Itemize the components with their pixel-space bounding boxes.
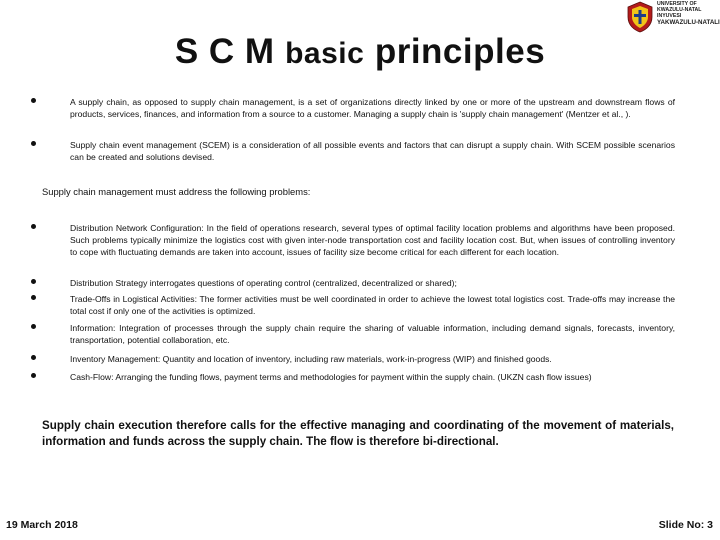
- summary-paragraph: Supply chain execution therefore calls for the effective managing and coordinating of the movement of materials, information and funds across the supply chain. The flow is therefore bi-directional.: [42, 419, 674, 448]
- bullet-icon: [31, 373, 36, 378]
- title-part-2: basic: [285, 37, 365, 70]
- logo-line-2: KWAZULU-NATAL: [657, 7, 702, 14]
- logo-line-3: INYUVESI: [657, 13, 682, 20]
- bullet-text: Cash-Flow: Arranging the funding flows, payment terms and methodologies for payment within the supply chain. (UKZN cash flow issues): [70, 372, 592, 382]
- bullet-text: Distribution Strategy interrogates questions of operating control (centralized, decentralized or shared);: [70, 278, 457, 288]
- slide-title: [0, 30, 720, 72]
- bullet-icon: [31, 355, 36, 360]
- bullet-text: Information: Integration of processes through the supply chain require the sharing of valuable information, including demand signals, forecasts, inventory, transportation, potential collaboration, etc.: [70, 323, 675, 345]
- crest-icon: [626, 1, 654, 33]
- section-intro: Supply chain management must address the following problems:: [42, 186, 311, 197]
- footer-date: 19 March 2018: [6, 519, 78, 531]
- university-logo: [622, 0, 720, 34]
- bullet-text: Distribution Network Configuration: In the field of operations research, several types of optimal facility location problems and algorithms have been proposed. Such problems typically minimize the logistics cost with given inter-node transportation cost and facility location cost. But, when issues of controlling inventory to cope with fluctuating demands are taken into account, issues of facility size become critical for each different for each location.: [70, 223, 675, 257]
- bullet-text: Trade-Offs in Logistical Activities: The former activities must be well coordinated in order to achieve the lowest total logistics cost. Trade-offs may increase the total cost if only one of the activities is optimized.: [70, 294, 675, 316]
- bullet-icon: [31, 279, 36, 284]
- logo-line-4: YAKWAZULU-NATALI: [657, 18, 720, 26]
- bullet-icon: [31, 295, 36, 300]
- bullet-icon: [31, 141, 36, 146]
- bullet-text: Inventory Management: Quantity and location of inventory, including raw materials, work-in-progress (WIP) and finished goods.: [70, 354, 552, 364]
- title-part-1: S C M: [174, 32, 275, 71]
- bullet-icon: [31, 224, 36, 229]
- slide-number: Slide No: 3: [658, 519, 713, 531]
- bullet-icon: [31, 324, 36, 329]
- title-part-3: principles: [374, 32, 546, 71]
- bullet-icon: [31, 98, 36, 103]
- bullet-text: A supply chain, as opposed to supply chain management, is a set of organizations directly linked by one or more of the upstream and downstream flows of products, services, finances, and information from a source to a customer. Managing a supply chain is 'supply chain management' (Mentzer et al., ).: [70, 97, 675, 119]
- logo-line-1: UNIVERSITY OF: [657, 1, 697, 7]
- bullet-text: Supply chain event management (SCEM) is a consideration of all possible events and factors that can disrupt a supply chain. With SCEM possible scenarios can be created and solutions devised.: [70, 140, 675, 162]
